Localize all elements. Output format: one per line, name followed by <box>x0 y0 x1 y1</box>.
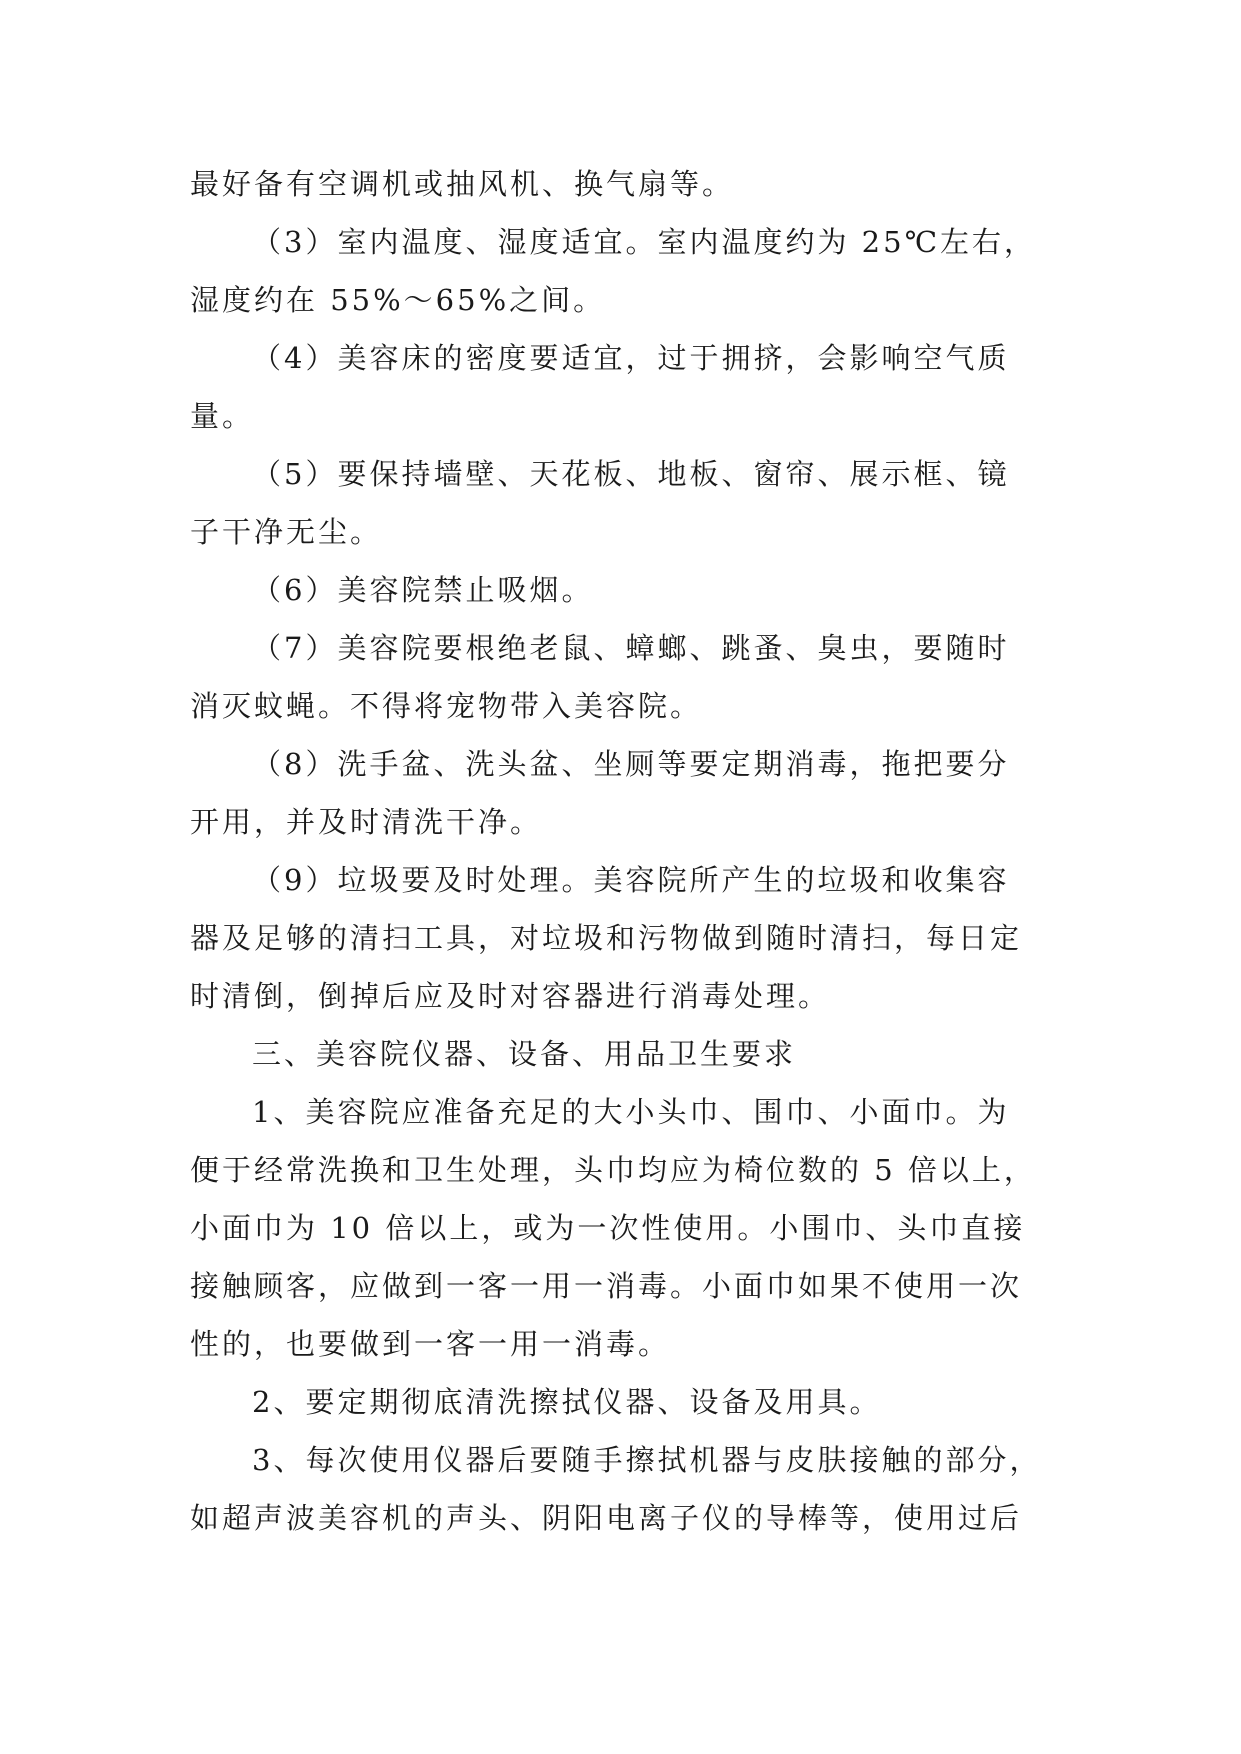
text-line: 如超声波美容机的声头、阴阳电离子仪的导棒等，使用过后 <box>190 1501 1023 1535</box>
text-line: 湿度约在 55%～65%之间。 <box>190 283 606 317</box>
text-line: 2、要定期彻底清洗擦拭仪器、设备及用具。 <box>252 1385 882 1419</box>
text-line: （7）美容院要根绝老鼠、蟑螂、跳蚤、臭虫，要随时 <box>252 631 1010 665</box>
text-line: （8）洗手盆、洗头盆、坐厕等要定期消毒，拖把要分 <box>252 747 1010 781</box>
text-line: 器及足够的清扫工具，对垃圾和污物做到随时清扫，每日定 <box>190 921 1023 955</box>
text-line: 小面巾为 10 倍以上，或为一次性使用。小围巾、头巾直接 <box>190 1211 1026 1245</box>
text-line: 开用，并及时清洗干净。 <box>190 805 543 839</box>
text-line: （6）美容院禁止吸烟。 <box>252 573 594 607</box>
body-text <box>190 155 1050 1547</box>
text-line: 子干净无尘。 <box>190 515 383 549</box>
text-line: 1、美容院应准备充足的大小头巾、围巾、小面巾。为 <box>252 1095 1010 1129</box>
text-line: 便于经常洗换和卫生处理，头巾均应为椅位数的 5 倍以上， <box>190 1153 1036 1187</box>
text-line: 最好备有空调机或抽风机、换气扇等。 <box>190 167 735 201</box>
text-line: （9）垃圾要及时处理。美容院所产生的垃圾和收集容 <box>252 863 1010 897</box>
text-line: 量。 <box>190 399 255 433</box>
text-line: 性的，也要做到一客一用一消毒。 <box>190 1327 671 1361</box>
text-line: （3）室内温度、湿度适宜。室内温度约为 25℃左右， <box>252 225 1037 259</box>
text-line: 三、美容院仪器、设备、用品卫生要求 <box>252 1037 797 1071</box>
text-line: （5）要保持墙壁、天花板、地板、窗帘、展示框、镜 <box>252 457 1010 491</box>
text-line: 接触顾客，应做到一客一用一消毒。小面巾如果不使用一次 <box>190 1269 1023 1303</box>
text-line: 消灭蚊蝇。不得将宠物带入美容院。 <box>190 689 703 723</box>
text-line: 3、每次使用仪器后要随手擦拭机器与皮肤接触的部分， <box>252 1443 1042 1477</box>
text-line: 时清倒，倒掉后应及时对容器进行消毒处理。 <box>190 979 831 1013</box>
text-line: （4）美容床的密度要适宜，过于拥挤，会影响空气质 <box>252 341 1010 375</box>
